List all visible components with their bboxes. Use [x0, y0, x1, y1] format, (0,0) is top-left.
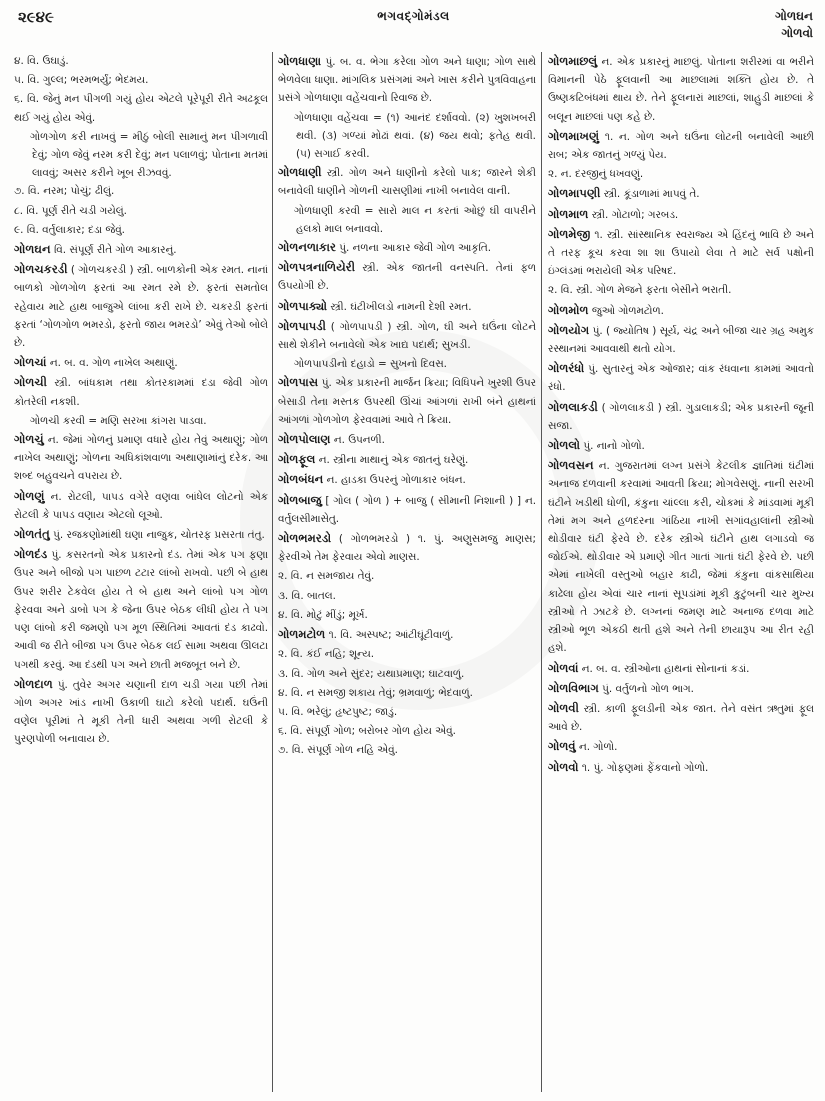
- headword: ગોળવી: [548, 700, 579, 715]
- definition-text: પું. રજકણોમાંથી ઘણા નાજુક, ચોતરફ પ્રસરતા તંતુ.: [53, 529, 265, 542]
- definition-text: ન. સ્ત્રીના માથાનું એક જાતનું ઘરેણું.: [318, 454, 469, 467]
- headword: ગોળચાં: [14, 355, 47, 370]
- headword: ગોળનળાકાર: [278, 240, 336, 255]
- definition-text: ૪. વિ. ઉઘાડું.: [14, 55, 69, 67]
- definition-text: પું. એક પ્રકારની માર્જન ક્રિયા; વિધિપને ખુરશી ઉપર બેસાડી તેના મસ્તક ઉપરથી ઊંચાં આંગળાં રાખી બંને હાથનાં આંગળાં ગોળગોળ ફેરવવામાં આવે તે ક્રિયા.: [278, 377, 536, 426]
- dictionary-entry: [548, 398, 814, 435]
- dictionary-entry: [14, 525, 268, 544]
- headword: ગોળમેજી: [548, 226, 591, 241]
- definition-text: ૫. વિ. ભરેલું; હૃષ્ટપુષ્ટ; જાડું.: [278, 705, 398, 718]
- definition-text: સ્ત્રી. કાળી ફૂલડીની એક જાત. તેને વસંત ઋતુમાં ફૂલ આવે છે.: [548, 702, 814, 734]
- definition-text: પું. નળના આકાર જેવી ગોળ આકૃતિ.: [339, 242, 492, 255]
- definition-text: ૧. વિ. અસ્પષ્ટ; આંટીઘૂંટીવાળું.: [328, 629, 454, 642]
- dictionary-entry: [548, 127, 814, 164]
- dictionary-entry: [14, 353, 268, 372]
- definition-text: ૭. વિ. નરમ; પોચું; ઢીલું.: [14, 185, 115, 198]
- definition-text: ન. રોટલી, પાપડ વગેરે વણવા બાંધેલ લોટનો એક રોટલી કે પાપડ વણાય એટલો લૂઓ.: [14, 490, 268, 521]
- definition-text: ૬. વિ. જેનું મન પીગળી ગયું હોય એટલે પૂરેપૂરી રીતે અઢકૂલ થઈ ગયું હોય એવું.: [14, 93, 268, 124]
- page-header: [14, 6, 813, 46]
- definition-text: ન. ગોળો.: [578, 741, 618, 754]
- column-right: [548, 52, 814, 1097]
- definition-text: ૫. વિ. ગુલ્લ; ભરમભર્યું; ભેદમય.: [14, 74, 149, 87]
- definition-text: પું. વર્તુળનો ગોળ ભાગ.: [602, 682, 694, 695]
- dictionary-entry: [548, 436, 814, 455]
- dictionary-entry: [548, 225, 814, 281]
- dictionary-entry: [548, 679, 814, 698]
- entry-sense: [278, 741, 536, 759]
- entry-sense: [278, 722, 536, 740]
- dictionary-entry: [548, 758, 814, 777]
- dictionary-entry: [14, 260, 268, 352]
- headword: ગોળમોળ: [548, 302, 589, 317]
- headword: ગોળણું: [14, 488, 45, 503]
- dictionary-entry: [14, 240, 268, 259]
- dictionary-entry: [278, 317, 536, 354]
- definition-text: ન. જેમાં ગોળનું પ્રમાણ વધારે હોય તેવું અથાણું; ગોળ નાખેલ અથાણું; ગોળના અધિકાંશવાળા અથાણામાંનું દરેક. આ શબ્દ બહુવચને વપરાય છે.: [14, 434, 268, 483]
- definition-text: ૨. વિ. ન સમજાય તેવું.: [278, 570, 375, 583]
- definition-text: ગોળધાણા વહેંચવા = (૧) આનંદ દર્શાવવો. (૨) ખુશખબરી થવી. (૩) ગળ્યાં મોઢાં થવાં. (૪) જય થવો; ફતેહ થવી. (૫) સગાઈ કરવી.: [294, 111, 536, 161]
- dictionary-entry: [278, 491, 536, 528]
- definition-text: ૧. પું. ગોફણમાં ફેંકવાનો ગોળો.: [581, 761, 709, 774]
- entry-sense: [278, 606, 536, 624]
- headword: ગોળપાસ: [278, 375, 319, 390]
- definition-text: પું. સુતારનું એક ઓજાર; વાંક રંધવાના કામમાં આવતો રંધો.: [548, 363, 814, 394]
- headword: ગોળપોલાણ: [278, 432, 331, 447]
- dictionary-entry: [548, 659, 814, 678]
- headword: ગોળવાં: [548, 660, 579, 675]
- headword: ગોળધાણી: [278, 165, 322, 180]
- dictionary-entry: [278, 450, 536, 469]
- headword: ગોળબંધન: [278, 472, 324, 487]
- entry-sense: [14, 221, 268, 239]
- dictionary-entry: [278, 529, 536, 566]
- definition-text: વિ. સંપૂર્ણ રીતે ગોળ આકારનું.: [53, 244, 177, 257]
- column-left: [14, 52, 268, 1097]
- headword: ગોળપાપડી: [278, 318, 326, 333]
- dictionary-entry: [278, 373, 536, 429]
- entry-sense: [278, 684, 536, 702]
- definition-text: ન. એક પ્રકારનું માછલું. પોતાના શરીરમાં વા ભરીને વિમાનની પેઠે ફૂલવાની આ માછલામાં શક્તિ હોય છે. તે ઉષ્ણકટિબંધમાં થાય છે. તેને ફૂલનારાં માછલાં, શાહુડી માછલાં કે બલૂન માછલાં પણ કહે છે.: [548, 56, 814, 123]
- headword: ગોળમાખણું: [548, 128, 600, 143]
- definition-text: ૪. વિ. મોટું મીંડું; મૂર્ખ.: [278, 608, 368, 621]
- headword: ગોળચી: [14, 375, 47, 390]
- definition-text: ૯. વિ. વર્તુલાકાર; દડા જેવું.: [14, 223, 125, 236]
- headword: ગોળપાક્યો: [278, 298, 328, 313]
- entry-sense: [548, 281, 814, 299]
- headword: ગોળધાણા: [278, 54, 322, 68]
- headword: ગોળઘન: [14, 242, 51, 257]
- headword: ગોળવિભાગ: [548, 680, 599, 695]
- headword: ગોળવસન: [548, 458, 594, 473]
- definition-text: ૨. વિ. કંઈ નહિ; શૂન્ય.: [278, 648, 375, 661]
- headword: ગોળદાળ: [14, 676, 53, 691]
- headword: ગોળયોગ: [548, 322, 590, 337]
- definition-text: ૨. ન. દરજીનું ધખવણું.: [548, 168, 644, 181]
- headword: ગોળમાછલું: [548, 54, 598, 68]
- definition-text: ગોળધાણી કરવી = સારો માલ ન કરતાં ઓછું ઘી વાપરીને હલકો માલ બનાવવો.: [294, 204, 536, 235]
- dictionary-entry: [278, 238, 536, 257]
- entry-sense: [278, 587, 536, 605]
- entry-sense: [278, 645, 536, 663]
- entry-sense: [14, 202, 268, 220]
- dictionary-entry: [548, 321, 814, 358]
- entry-sense: [14, 90, 268, 126]
- definition-text: ૧. સ્ત્રી. સાંસ્થાનિક સ્વરાજ્ય એ હિંદનું ભાવિ છે અને તે તરફ કૂચ કરવા શા શા ઉપાયો લેવા તે માટે સર્વ પક્ષોની ઇંગ્લંડમાં ભરાયેલી એક પરિષદ.: [548, 228, 814, 278]
- dictionary-entry: [548, 301, 814, 320]
- headword: ગોળભમરડો: [278, 531, 332, 546]
- definition-text: સ્ત્રી. ગોળ અને ધાણીનો કરેલો પાક; જારને શેકી બનાવેલી ધાણીને ગોળની ચાસણીમાં નાખી બનાવેલ વાની.: [278, 167, 536, 198]
- headword: ગોળદંડ: [14, 547, 48, 562]
- dictionary-entry: [14, 373, 268, 410]
- definition-text: સ્ત્રી. કૂંડાળામાં માપવું તે.: [603, 188, 700, 201]
- dictionary-entry: [278, 258, 536, 295]
- dictionary-entry: [548, 359, 814, 396]
- entry-sense: [278, 665, 536, 683]
- dictionary-entry: [14, 487, 268, 524]
- headword: ગોળચું: [14, 432, 44, 447]
- dictionary-entry: [278, 297, 536, 316]
- column-divider: [272, 52, 273, 1092]
- definition-text: ૪. વિ. ન સમજી શકાય તેવું; ભ્રમવાળું; ભેદવાળું.: [278, 686, 473, 699]
- guide-word-last: ગોળવો: [781, 26, 813, 40]
- page-number: ૨૯૪૯: [18, 8, 54, 26]
- dictionary-entry: [548, 456, 814, 657]
- definition-text: ૮. વિ. પૂર્ણ રીતે ચડી ગયેલું.: [14, 204, 127, 217]
- dictionary-entry: [14, 430, 268, 486]
- headword: ગોળતંતુ: [14, 527, 50, 542]
- dictionary-entry: [278, 163, 536, 200]
- definition-text: સ્ત્રી. બાંધકામ તથા કોતરકામમાં દડા જેવી ગોળ કોતરેલી નકશી.: [14, 377, 268, 408]
- definition-text: સ્ત્રી. ગોટાળો; ગરબડ.: [591, 208, 679, 221]
- dictionary-entry: [548, 699, 814, 736]
- headword: ગોળમાળ: [548, 206, 589, 221]
- headword: ગોળલાકડી: [548, 399, 598, 414]
- definition-text: ( ગોળચકરડી ) સ્ત્રી. બાળકોની એક રમત. નાનાં બાળકો ગોળગોળ ફરતાં આ રમત રમે છે. ફરતાં સમતોલ રહેવાય માટે હાથ બાજુએ લાંબા કરી રાખે છે. ચકરડી ફરતાં ફરતાં ‘ગોળગોળ ભમરડો, ફરતો જાય ભમરડો’ એવું તેઓ બોલે છે.: [14, 264, 268, 350]
- definition-text: ન. બ. વ. સ્ત્રીઓના હાથનાં સોનાનાં કડાં.: [581, 662, 750, 675]
- definition-text: જુઓ ગોળમટોળ.: [591, 304, 664, 317]
- definition-text: સ્ત્રી. ઘંટીખીલડો નામની દેશી રમત.: [330, 300, 472, 313]
- entry-sense: [278, 703, 536, 721]
- running-title: ભગવદ્ગોમંડલ: [377, 9, 450, 23]
- guide-words: [775, 8, 813, 42]
- definition-text: પું. બ. વ. ભેગા કરેલા ગોળ અને ધાણા; ગોળ સાથે ભેળવેલા ધાણા. માંગલિક પ્રસંગમાં અને ખાસ કરીને પુત્રવિવાહના પ્રસંગે ગોળધાણા વહેંચવાનો રિવાજ છે.: [278, 56, 536, 105]
- definition-text: ( ગોળભમરડો ) ૧. પું. અણુસમજુ માણસ; ફેરવીએ તેમ ફેરવાય એવો માણસ.: [278, 533, 536, 564]
- headword: ગોળમટોળ: [278, 627, 326, 642]
- definition-text: ન. ઉપનળી.: [333, 434, 385, 447]
- guide-word-first: ગોળઘન: [775, 9, 813, 23]
- headword: ગોળચકરડી: [14, 262, 68, 277]
- dictionary-entry: [278, 625, 536, 644]
- headword: ગોળવો: [548, 759, 579, 774]
- entry-sense: [14, 128, 268, 183]
- entry-sense: [278, 109, 536, 164]
- definition-text: સ્ત્રી. એક જાતની વનસ્પતિ. તેનાં ફળ ઉપયોગી છે.: [278, 262, 536, 293]
- column-middle: [278, 52, 536, 1097]
- dictionary-entry: [14, 545, 268, 673]
- entry-sense: [14, 412, 268, 430]
- definition-text: ૬. વિ. સંપૂર્ણ ગોળ; બરોબર ગોળ હોય એવું.: [278, 725, 456, 738]
- definition-text: પું. નાનો ગોળો.: [583, 440, 645, 453]
- definition-text: ૧. ન. ગોળ અને ઘઉંના લોટની બનાવેલી આછી રાબ; એક જાતનું ગળ્યું પેય.: [548, 130, 814, 162]
- definition-text: ૨. વિ. સ્ત્રી. ગોળ મેજને ફરતા બેસીને ભરાતી.: [548, 284, 732, 297]
- definition-text: ( ગોળલાકડી ) સ્ત્રી. ગુડાલાકડી; એક પ્રકારની જૂની સજા.: [548, 401, 814, 432]
- dictionary-entry: [548, 52, 814, 126]
- definition-text: ગોળગોળ કરી નાખવું = મીઠું બોલી સામાનું મન પીગળાવી દેવું; ગોળ જેવું નરમ કરી દેવું; મન પલાળવું; પોતાના મતમાં લાવવું; અસર કરીને ખૂબ રીઝવવું.: [30, 130, 268, 180]
- definition-text: ગોળચી કરવી = મણિ સરખા કાંગરા પાડવા.: [30, 414, 207, 427]
- dictionary-entry: [14, 675, 268, 749]
- entry-sense: [278, 567, 536, 585]
- definition-text: [ ગોલ ( ગોળ ) + બાજુ ( સીમાની નિશાની ) ] ન. વર્તુલસીમાસેતુ.: [278, 494, 536, 525]
- definition-text: પું. તુવેર અગર ચણાની દાળ ચડી ગયા પછી તેમાં ગોળ અગર ખાંડ નાખી ઉકાળી ઘાટો કરેલો પદાર્થ. ઘઉંની વણેલ પૂરીમાં તે મૂકી તેની ધારી અથવા ગળી રોટલી કે પુરણપોળી બનાવાય છે.: [14, 678, 268, 746]
- entry-sense: [278, 355, 536, 373]
- definition-text: પું. કસરતનો એક પ્રકારનો દંડ. તેમાં એક પગ ફણા ઉપર અને બીજો પગ પાછળ ટટાર લાંબો રાખવો. પછી બે હાથ ઉપર શરીર ટેકવેલ હોય તે બે હાથ અને લાંબો પગ ગોળ ફેરવવા અને ડાબો પગ કે જેના ઉપર બેઠક લીધી હોય તે પગ પણ લાંબો કરી જમણો પગ મૂળ સ્થિતિમાં આવતાં દંડ કાઢવો. આવી જ રીતે બીજા પગ ઉપર બેઠક લઈ સામા અથવા ઊલટા પગથી કરવું. આ દંડથી પગ અને છાતી મજબૂત બને છે.: [14, 549, 268, 671]
- dictionary-entry: [278, 430, 536, 449]
- entry-sense: [548, 165, 814, 183]
- definition-text: ૩. વિ. ગોળ અને સુંદર; યથાપ્રમાણ; ઘાટવાળું.: [278, 667, 465, 680]
- headword: ગોળમાપણી: [548, 186, 601, 201]
- definition-text: ગોળપાપડીનો દહાડો = સુખનો દિવસ.: [294, 358, 447, 371]
- definition-text: ( ગોળપાપડી ) સ્ત્રી. ગોળ, ઘી અને ઘઉંના લોટને સાથે શેકીને બનાવેલો એક ખાદ્ય પદાર્થ; સુખડી.: [278, 320, 536, 352]
- dictionary-entry: [548, 205, 814, 224]
- headword: ગોળબાજુ: [278, 492, 322, 507]
- entry-sense: [14, 182, 268, 200]
- entry-sense: [278, 202, 536, 238]
- headword: ગોળપત્રનાળિયેરી: [278, 260, 356, 275]
- definition-text: ન. હાડકા ઉપરનું ગોળાકાર બંધન.: [326, 474, 466, 487]
- entry-sense: [14, 71, 268, 89]
- dictionary-entry: [548, 184, 814, 203]
- dictionary-entry: [548, 737, 814, 756]
- definition-text: પું. ( જ્યોતિષ ) સૂર્ય, ચંદ્ર અને બીજા ચાર ગ્રહ અમુક રસ્થાનમાં આવવાથી થતો યોગ.: [548, 324, 814, 356]
- definition-text: ૭. વિ. સંપૂર્ણ ગોળ નહિ એવું.: [278, 744, 398, 757]
- definition-text: ૩. વિ. બાતલ.: [278, 589, 336, 602]
- headword: ગોળલો: [548, 438, 581, 453]
- dictionary-entry: [278, 470, 536, 489]
- entry-sense: [14, 52, 268, 70]
- definition-text: ન. બ. વ. ગોળ નાખેલ અથાણું.: [49, 357, 178, 370]
- headword: ગોળવું: [548, 739, 576, 754]
- definition-text: ન. ગુજરાતમાં લગ્ન પ્રસંગે કેટલીક જ્ઞાતિમાં ઘંટીમાં અનાજ દળવાની કરવામાં આવતી ક્રિયા; મોગવેસણું. નાની સરખી ઘંટીને ખડીથી ધોળી, કંકુના ચાંલ્લા કરી, ચોકમાં કે માંડવામાં મૂકી તેમાં મગ અને હળદરના ગાંઠિયા નાખી સગાંવહાલાંની સ્ત્રીઓ થોડીવાર ઘંટી ફેરવે છે. દરેક સ્ત્રીએ ઘંટીને હાથ લગાડવો જ જોઈએ. થોડીવાર એ પ્રમાણે ગીત ગાતાં ગાતાં ઘંટી ફેરવે છે. પછી એમાં નાખેલી વસ્તુઓ બહાર કાઢી, જેમાં કંકુના વાંકસાથિયા કાઢેલા હોય એવાં ચાર નાનાં સૂપડાંમાં મૂકી કુટુંબની ચાર મુખ્ય સ્ત્રીઓ તે ઝાટકે છે. લગ્નનાં જમણ માટે અનાજ દળવા માટે સ્ત્રીઓ ભૂળ એકઠી થતી હશે અને તેની છાયારૂપ આ રીત રહી હશે.: [548, 460, 814, 655]
- column-divider: [541, 52, 542, 1092]
- headword: ગોળફૂલ: [278, 452, 316, 467]
- headword: ગોળરંધો: [548, 361, 585, 376]
- dictionary-entry: [278, 52, 536, 108]
